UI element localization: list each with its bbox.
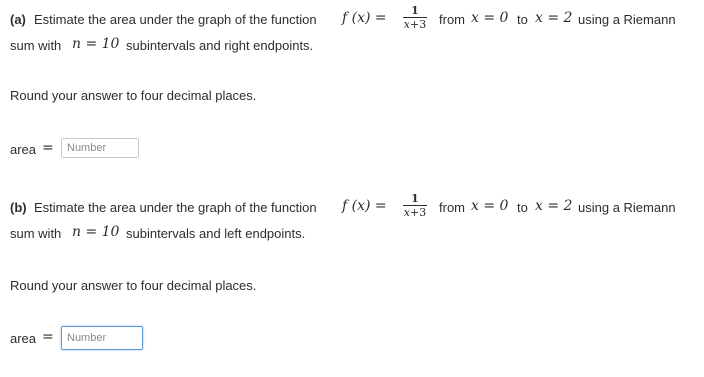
part-a-x-eq-0: x = 0 (471, 10, 509, 26)
part-b-equals: = (42, 329, 54, 345)
part-b-den-rest: +3 (410, 206, 427, 219)
part-b-label: (b) (10, 200, 27, 215)
part-b-fraction-numerator: 1 (411, 192, 419, 205)
part-a-x-eq-2: x = 2 (535, 10, 573, 26)
part-a-equals: = (42, 140, 54, 156)
part-b-n-eq: n = 10 (72, 224, 120, 240)
part-b-fraction-denominator (401, 207, 429, 218)
part-a-label: (a) (10, 12, 26, 27)
part-a-fraction-denominator (401, 19, 429, 30)
part-a-area-label: area (10, 142, 37, 157)
part-a-function-lhs: f (x) = (342, 10, 387, 26)
part-b-round-instruction: Round your answer to four decimal places. (10, 278, 257, 293)
part-b-area-label: area (10, 331, 37, 346)
part-b-using: using a Riemann (578, 200, 676, 215)
part-b-function-lhs: f (x) = (342, 198, 387, 214)
part-a-fraction (401, 5, 429, 30)
part-b-sum-with: sum with (10, 226, 62, 241)
part-a-area-input[interactable] (61, 138, 139, 158)
part-a-fraction-numerator: 1 (411, 4, 419, 17)
part-b-x-eq-2: x = 2 (535, 198, 573, 214)
part-a-using: using a Riemann (578, 12, 676, 27)
part-a-n-eq: n = 10 (72, 36, 120, 52)
part-a-to: to (517, 12, 528, 27)
part-a-intro: Estimate the area under the graph of the function (34, 12, 317, 27)
part-b-fraction (401, 193, 429, 218)
part-b-x-eq-0: x = 0 (471, 198, 509, 214)
part-b-from: from (439, 200, 465, 215)
part-a-sum-with: sum with (10, 38, 62, 53)
part-a-round-instruction: Round your answer to four decimal places. (10, 88, 257, 103)
part-b-rest: subintervals and left endpoints. (126, 226, 306, 241)
part-a-rest: subintervals and right endpoints. (126, 38, 314, 53)
part-b-area-input[interactable] (61, 326, 143, 350)
part-b-to: to (517, 200, 528, 215)
part-a-from: from (439, 12, 465, 27)
part-a-den-var: x (403, 18, 410, 31)
part-b-intro: Estimate the area under the graph of the function (34, 200, 317, 215)
part-b-den-var: x (403, 206, 410, 219)
part-a-den-rest: +3 (410, 18, 427, 31)
